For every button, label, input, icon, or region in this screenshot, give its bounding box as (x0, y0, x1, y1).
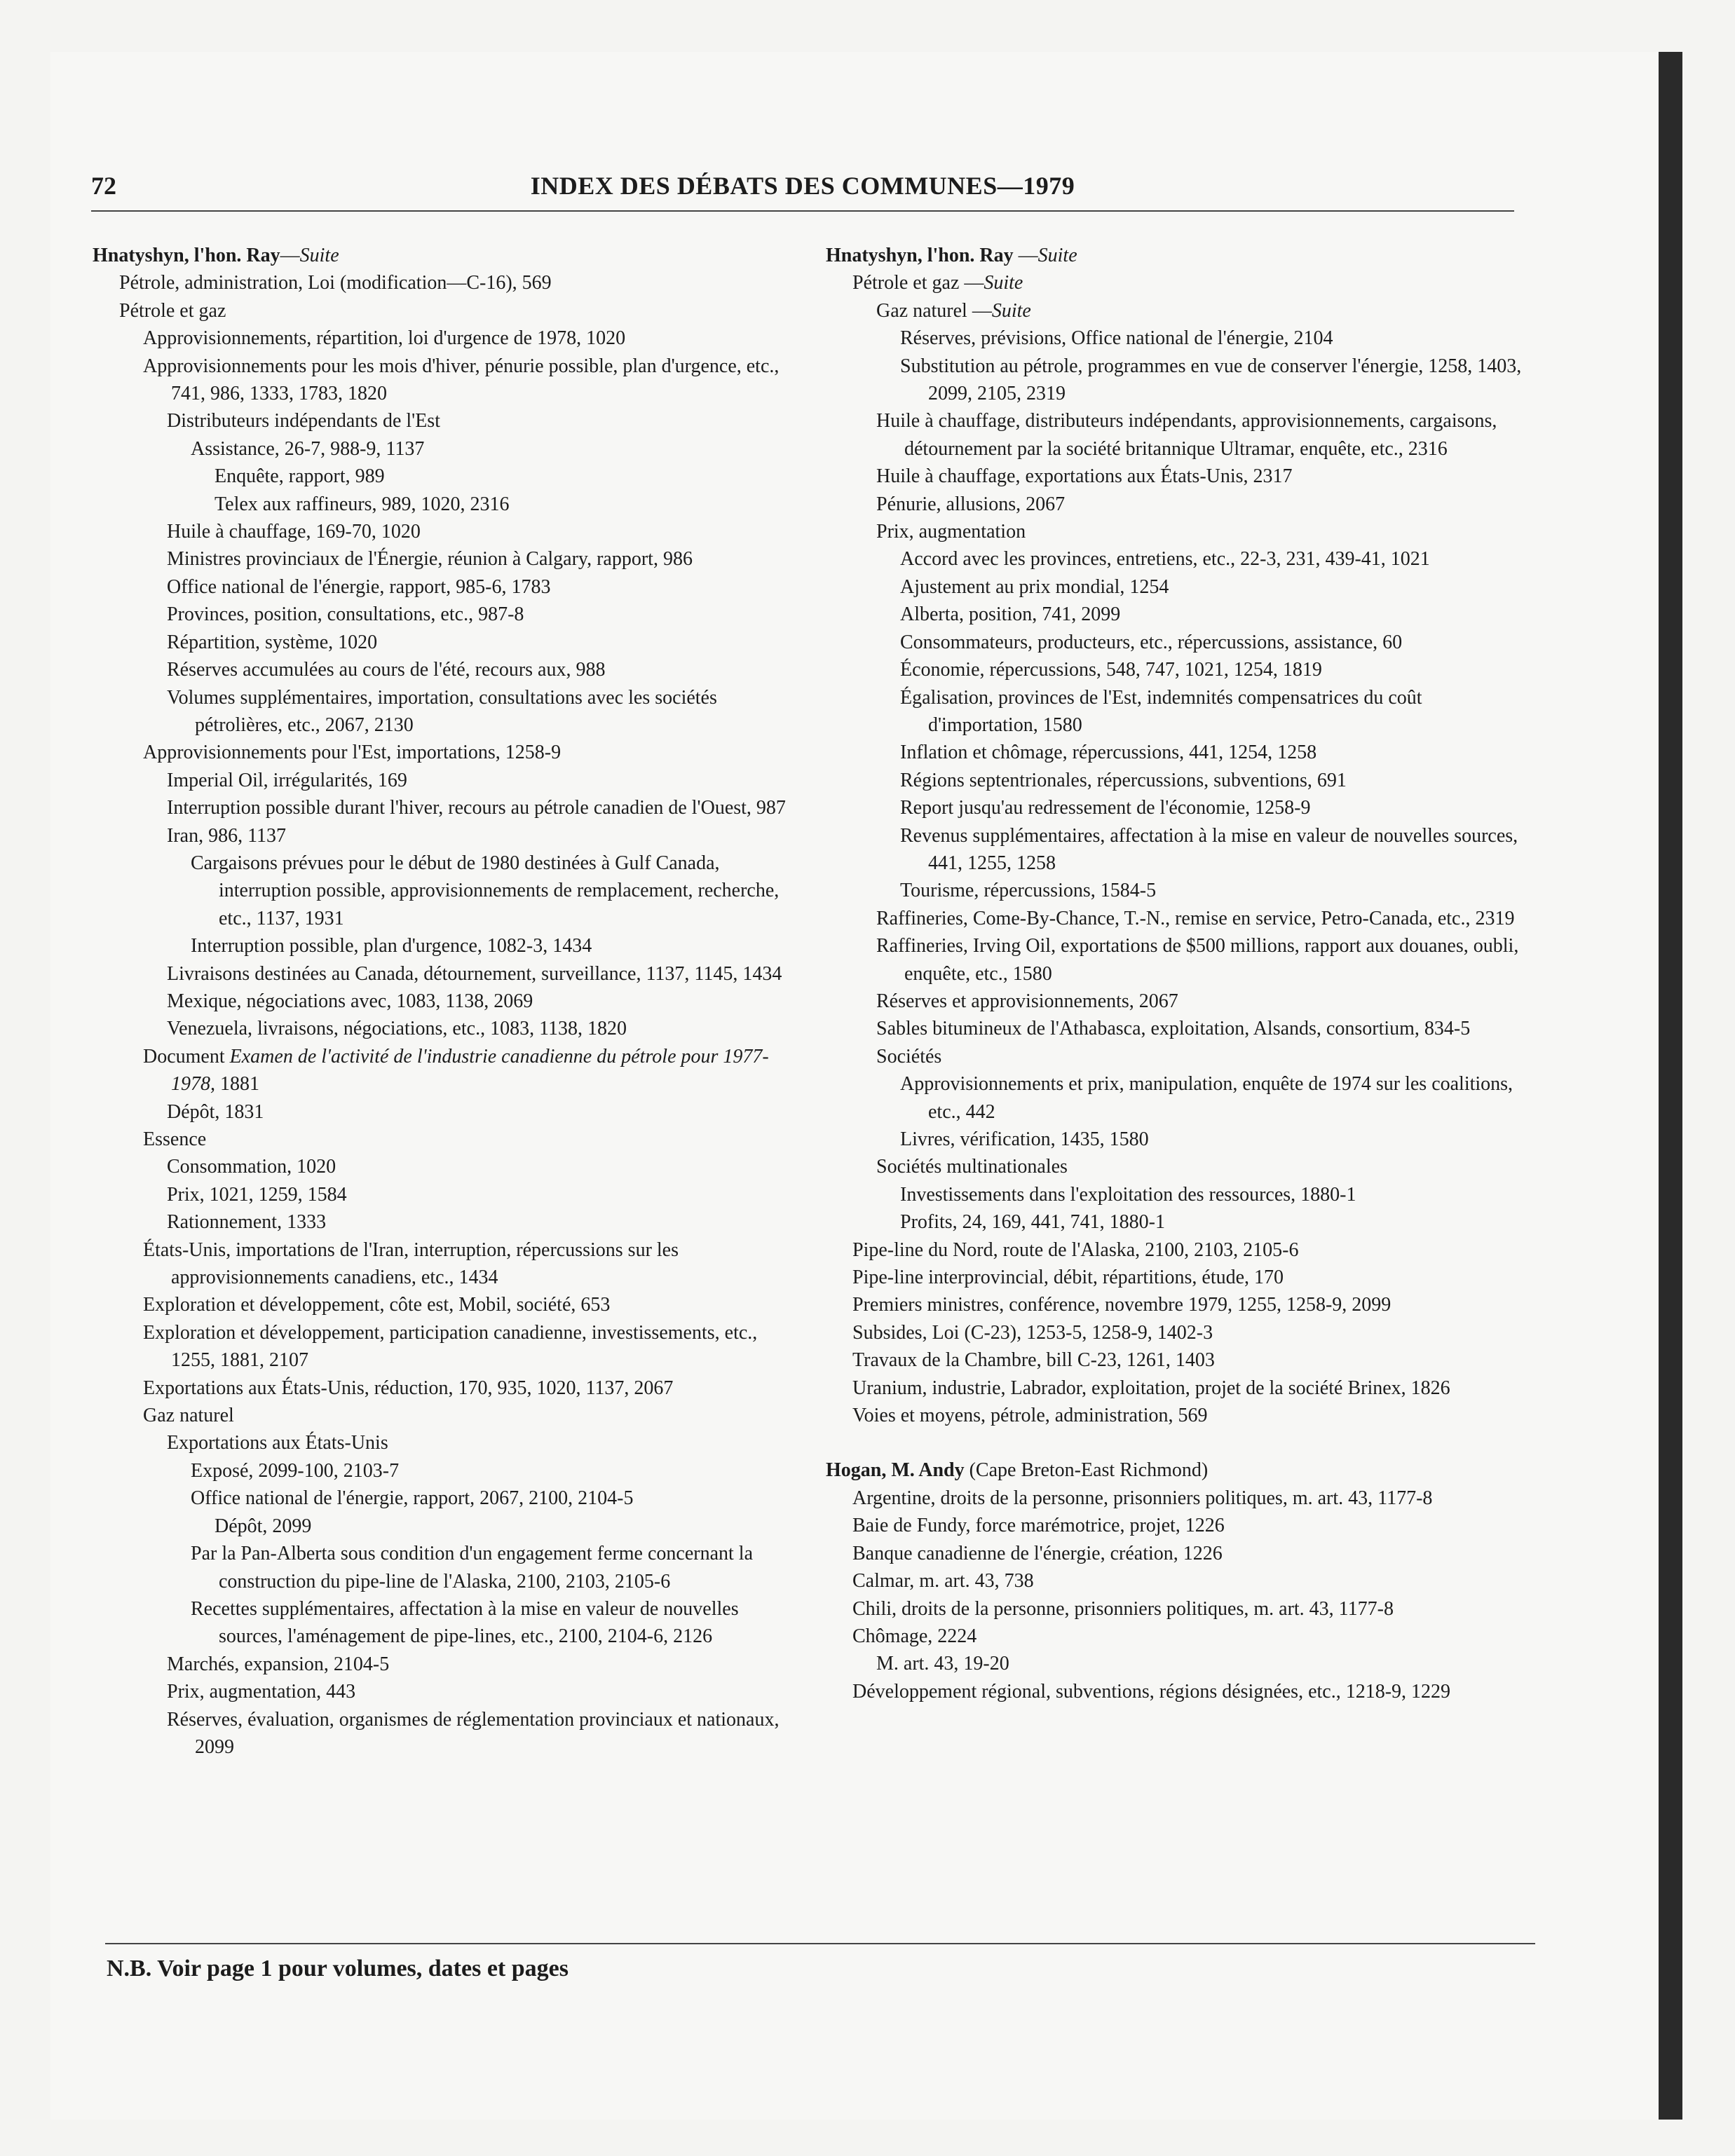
index-entry (167, 656, 794, 683)
binding-edge (1659, 52, 1682, 2120)
entry-text: Chômage, 2224 (852, 1625, 977, 1647)
entry-text: Réserves, évaluation, organismes de réglementation provinciaux et nationaux, 2099 (167, 1708, 780, 1758)
index-entry (852, 1264, 1530, 1291)
index-entry (876, 1153, 1530, 1180)
index-entry (143, 1126, 794, 1153)
entry-text: Profits, 24, 169, 441, 741, 1880-1 (900, 1211, 1165, 1234)
index-entry (900, 573, 1530, 601)
index-entry (900, 877, 1530, 904)
entry-text: Interruption possible, plan d'urgence, 1082-3, 1434 (191, 935, 592, 957)
entry-text: Huile à chauffage, 169-70, 1020 (167, 521, 421, 543)
entry-italic: Suite (299, 245, 339, 266)
footer-rule (105, 1943, 1535, 1944)
entry-text: Gaz naturel (143, 1405, 234, 1427)
index-column-right (826, 242, 1530, 1705)
entry-text: Telex aux raffineurs, 989, 1020, 2316 (215, 493, 510, 515)
index-entry (876, 463, 1530, 490)
entry-text: Chili, droits de la personne, prisonniers politiques, m. art. 43, 1177-8 (852, 1597, 1394, 1620)
entry-text: Huile à chauffage, distributeurs indépendants, approvisionnements, cargaisons, détournement par la société britannique Ultramar, enquête, etc., 2316 (876, 410, 1497, 460)
index-entry (852, 1595, 1530, 1623)
index-entry (852, 1346, 1530, 1374)
index-entry (900, 545, 1530, 573)
index-entry (876, 1043, 1530, 1070)
entry-text: Investissements dans l'exploitation des ressources, 1880-1 (900, 1183, 1356, 1206)
index-entry (167, 407, 794, 435)
entry-text: Pétrole, administration, Loi (modification—C-16), 569 (119, 272, 552, 294)
index-entry (143, 1043, 794, 1098)
index-entry (852, 269, 1530, 296)
index-entry (191, 932, 794, 960)
index-entry (119, 297, 794, 325)
index-entry (852, 1374, 1530, 1402)
entry-text: Distributeurs indépendants de l'Est (167, 410, 440, 432)
index-entry (167, 1678, 794, 1705)
index-entry (167, 684, 794, 739)
index-entry (143, 1402, 794, 1429)
index-entry (876, 407, 1530, 463)
entry-text: Répartition, système, 1020 (167, 631, 378, 653)
entry-text: Interruption possible durant l'hiver, recours au pétrole canadien de l'Ouest, 987 (167, 797, 786, 819)
index-entry (900, 684, 1530, 739)
entry-text: Subsides, Loi (C-23), 1253-5, 1258-9, 1402-3 (852, 1321, 1213, 1344)
entry-text: Raffineries, Irving Oil, exportations de $500 millions, rapport aux douanes, oubli, enquête, etc., 1580 (876, 935, 1519, 985)
entry-text: Développement régional, subventions, régions désignées, etc., 1218-9, 1229 (852, 1680, 1451, 1703)
member-name: Hnatyshyn, l'hon. Ray (93, 245, 280, 266)
index-heading (93, 242, 794, 269)
entry-text: Sociétés (876, 1045, 942, 1067)
entry-text: Essence (143, 1128, 207, 1150)
entry-text: Uranium, industrie, Labrador, exploitation, projet de la société Brinex, 1826 (852, 1377, 1450, 1399)
entry-italic: Examen de l'activité de l'industrie canadienne du pétrole pour 1977-1978, (171, 1045, 769, 1096)
index-entry (167, 767, 794, 794)
index-entry (167, 629, 794, 656)
index-entry (852, 1236, 1530, 1264)
member-name: Hnatyshyn, l'hon. Ray (826, 245, 1014, 266)
index-entry (167, 1098, 794, 1126)
entry-text: Dépôt, 1831 (167, 1100, 264, 1123)
index-entry (191, 1457, 794, 1485)
entry-text: Argentine, droits de la personne, prisonniers politiques, m. art. 43, 1177-8 (852, 1487, 1433, 1509)
entry-italic: Suite (984, 272, 1023, 294)
entry-text: Régions septentrionales, répercussions, subventions, 691 (900, 769, 1347, 791)
entry-text: Venezuela, livraisons, négociations, etc., 1083, 1138, 1820 (167, 1018, 627, 1040)
entry-italic: Suite (991, 299, 1031, 322)
entry-text: Report jusqu'au redressement de l'économie, 1258-9 (900, 797, 1311, 819)
entry-text: Réserves et approvisionnements, 2067 (876, 990, 1178, 1012)
footer-note: N.B. Voir page 1 pour volumes, dates et pages (107, 1956, 569, 1981)
entry-text: (Cape Breton-East Richmond) (964, 1459, 1209, 1482)
index-entry (191, 1540, 794, 1595)
entry-text: Prix, 1021, 1259, 1584 (167, 1183, 347, 1206)
index-entry (900, 822, 1530, 878)
index-entry (852, 1623, 1530, 1650)
index-heading (826, 1456, 1530, 1484)
index-entry (215, 463, 794, 490)
entry-text: Approvisionnements et prix, manipulation, enquête de 1974 sur les coalitions, etc., 442 (900, 1073, 1513, 1123)
entry-text: Cargaisons prévues pour le début de 1980 destinées à Gulf Canada, interruption possible, approvisionnements de remplacement, recherche, etc., 1137, 1931 (191, 852, 780, 929)
index-entry (191, 850, 794, 932)
entry-text: Voies et moyens, pétrole, administration, 569 (852, 1405, 1208, 1427)
entry-text: Prix, augmentation (876, 521, 1026, 543)
entry-text: Réserves, prévisions, Office national de l'énergie, 2104 (900, 327, 1333, 350)
entry-text: Pétrole et gaz (119, 299, 226, 322)
index-entry (167, 573, 794, 601)
index-entry (876, 932, 1530, 988)
index-heading (826, 242, 1530, 269)
index-entry (876, 1650, 1530, 1677)
index-entry (900, 1070, 1530, 1126)
entry-text: Travaux de la Chambre, bill C-23, 1261, 1403 (852, 1349, 1215, 1372)
index-entry (167, 1208, 794, 1236)
entry-text: Premiers ministres, conférence, novembre 1979, 1255, 1258-9, 2099 (852, 1294, 1392, 1316)
entry-text: Exposé, 2099-100, 2103-7 (191, 1459, 400, 1482)
index-entry (900, 601, 1530, 628)
entry-text: Recettes supplémentaires, affectation à la mise en valeur de nouvelles sources, l'aménagement de pipe-lines, etc., 2100, 2104-6, 2126 (191, 1597, 739, 1648)
entry-text: Approvisionnements, répartition, loi d'urgence de 1978, 1020 (143, 327, 626, 350)
index-entry (143, 1374, 794, 1402)
index-entry (900, 325, 1530, 352)
entry-text: Tourisme, répercussions, 1584-5 (900, 880, 1157, 902)
index-entry (852, 1291, 1530, 1318)
index-entry (167, 545, 794, 573)
index-entry (167, 1706, 794, 1761)
entry-text: Gaz naturel — (876, 299, 992, 322)
entry-text: Ajustement au prix mondial, 1254 (900, 575, 1169, 598)
entry-text: Par la Pan-Alberta sous condition d'un engagement ferme concernant la construction du pipe-line de l'Alaska, 2100, 2103, 2105-6 (191, 1543, 753, 1592)
entry-text: États-Unis, importations de l'Iran, interruption, répercussions sur les approvisionnements canadiens, etc., 1434 (143, 1239, 679, 1289)
index-entry (167, 1153, 794, 1180)
entry-text: Approvisionnements pour l'Est, importations, 1258-9 (143, 742, 562, 764)
entry-text: — (1013, 245, 1038, 266)
entry-text: Pénurie, allusions, 2067 (876, 493, 1066, 515)
entry-text: Document (143, 1045, 230, 1067)
index-entry (143, 739, 794, 766)
entry-text: Exportations aux États-Unis (167, 1432, 388, 1454)
index-entry (119, 269, 794, 296)
entry-text: Inflation et chômage, répercussions, 441, 1254, 1258 (900, 742, 1317, 764)
index-entry (900, 739, 1530, 766)
entry-text: Baie de Fundy, force marémotrice, projet, 1226 (852, 1515, 1225, 1537)
entry-text: Ministres provinciaux de l'Énergie, réunion à Calgary, rapport, 986 (167, 548, 693, 571)
index-column-left (93, 242, 794, 1761)
index-entry (876, 297, 1530, 325)
entry-text: M. art. 43, 19-20 (876, 1653, 1009, 1675)
index-entry (167, 794, 794, 821)
member-name: Hogan, M. Andy (826, 1459, 965, 1482)
index-entry (852, 1402, 1530, 1429)
page-header (91, 168, 1514, 212)
entry-text: Sables bitumineux de l'Athabasca, exploitation, Alsands, consortium, 834-5 (876, 1018, 1471, 1040)
running-title: INDEX DES DÉBATS DES COMMUNES—1979 (530, 172, 1075, 200)
entry-text: Revenus supplémentaires, affectation à la mise en valeur de nouvelles sources, 441, 1255, 1258 (900, 824, 1518, 874)
entry-text: Pipe-line interprovincial, débit, répartitions, étude, 170 (852, 1267, 1284, 1289)
entry-text: Mexique, négociations avec, 1083, 1138, 2069 (167, 990, 533, 1012)
entry-text: Volumes supplémentaires, importation, consultations avec les sociétés pétrolières, etc., 2067, 2130 (167, 686, 717, 736)
index-entry (900, 656, 1530, 683)
entry-text: — (280, 245, 300, 266)
index-entry (167, 1429, 794, 1456)
index-entry (876, 905, 1530, 932)
index-entry (852, 1512, 1530, 1539)
entry-text: Raffineries, Come-By-Chance, T.-N., remise en service, Petro-Canada, etc., 2319 (876, 907, 1515, 929)
index-entry (143, 353, 794, 408)
index-entry (143, 1291, 794, 1318)
index-entry (876, 491, 1530, 518)
index-entry (143, 325, 794, 352)
entry-text: Livraisons destinées au Canada, détournement, surveillance, 1137, 1145, 1434 (167, 962, 782, 985)
index-entry (215, 491, 794, 518)
index-entry (900, 1126, 1530, 1153)
index-entry (191, 1485, 794, 1512)
entry-text: Exploration et développement, côte est, Mobil, société, 653 (143, 1294, 611, 1316)
index-entry (852, 1485, 1530, 1512)
entry-text: Huile à chauffage, exportations aux États-Unis, 2317 (876, 465, 1293, 488)
page-number: 72 (91, 172, 116, 200)
index-entry (900, 794, 1530, 821)
entry-pages: 1881 (215, 1073, 259, 1096)
entry-text: Office national de l'énergie, rapport, 985-6, 1783 (167, 575, 551, 598)
index-entry (191, 1595, 794, 1651)
entry-text: Iran, 986, 1137 (167, 824, 287, 847)
index-entry (852, 1567, 1530, 1595)
index-entry (852, 1678, 1530, 1705)
index-entry (215, 1513, 794, 1540)
index-entry (876, 1015, 1530, 1042)
index-entry (167, 1181, 794, 1208)
index-entry (167, 960, 794, 988)
entry-text: Calmar, m. art. 43, 738 (852, 1570, 1034, 1592)
index-entry (900, 1181, 1530, 1208)
entry-text: Substitution au pétrole, programmes en vue de conserver l'énergie, 1258, 1403, 2099, 2105, 2319 (900, 355, 1522, 405)
index-entry (900, 767, 1530, 794)
index-entry (900, 353, 1530, 408)
entry-text: Office national de l'énergie, rapport, 2067, 2100, 2104-5 (191, 1487, 634, 1510)
entry-text: Assistance, 26-7, 988-9, 1137 (191, 437, 425, 460)
entry-text: Exploration et développement, participation canadienne, investissements, etc., 1255, 1881, 2107 (143, 1321, 758, 1372)
index-entry (167, 822, 794, 850)
index-entry (167, 1015, 794, 1042)
entry-text: Dépôt, 2099 (215, 1515, 312, 1537)
entry-text: Imperial Oil, irrégularités, 169 (167, 769, 407, 791)
index-entry (167, 601, 794, 628)
index-entry (852, 1319, 1530, 1346)
entry-text: Marchés, expansion, 2104-5 (167, 1653, 390, 1675)
entry-text: Rationnement, 1333 (167, 1211, 327, 1234)
entry-text: Banque canadienne de l'énergie, création, 1226 (852, 1542, 1223, 1564)
entry-text: Consommation, 1020 (167, 1156, 336, 1178)
index-entry (852, 1540, 1530, 1567)
index-entry (900, 629, 1530, 656)
entry-italic: Suite (1037, 245, 1077, 266)
index-entry (143, 1236, 794, 1292)
entry-text: Alberta, position, 741, 2099 (900, 603, 1121, 626)
entry-text: Pipe-line du Nord, route de l'Alaska, 2100, 2103, 2105-6 (852, 1239, 1299, 1261)
entry-text: Pétrole et gaz — (852, 272, 984, 294)
entry-text: Accord avec les provinces, entretiens, etc., 22-3, 231, 439-41, 1021 (900, 548, 1430, 571)
index-entry (876, 988, 1530, 1015)
entry-spacer (826, 1429, 1530, 1456)
entry-text: Consommateurs, producteurs, etc., répercussions, assistance, 60 (900, 631, 1403, 653)
index-entry (167, 1651, 794, 1678)
entry-text: Approvisionnements pour les mois d'hiver, pénurie possible, plan d'urgence, etc., 741, 986, 1333, 1783, 1820 (143, 355, 780, 405)
entry-text: Prix, augmentation, 443 (167, 1681, 356, 1703)
index-entry (876, 518, 1530, 545)
index-entry (143, 1319, 794, 1374)
entry-text: Économie, répercussions, 548, 747, 1021, 1254, 1819 (900, 659, 1322, 681)
entry-text: Enquête, rapport, 989 (215, 465, 385, 488)
entry-text: Livres, vérification, 1435, 1580 (900, 1128, 1149, 1150)
index-entry (167, 988, 794, 1015)
entry-text: Égalisation, provinces de l'Est, indemnités compensatrices du coût d'importation, 1580 (900, 686, 1422, 736)
index-entry (191, 435, 794, 463)
entry-text: Provinces, position, consultations, etc., 987-8 (167, 603, 524, 626)
entry-text: Sociétés multinationales (876, 1156, 1068, 1178)
entry-text: Réserves accumulées au cours de l'été, recours aux, 988 (167, 659, 606, 681)
index-entry (167, 518, 794, 545)
index-entry (900, 1208, 1530, 1236)
entry-text: Exportations aux États-Unis, réduction, 170, 935, 1020, 1137, 2067 (143, 1377, 674, 1399)
